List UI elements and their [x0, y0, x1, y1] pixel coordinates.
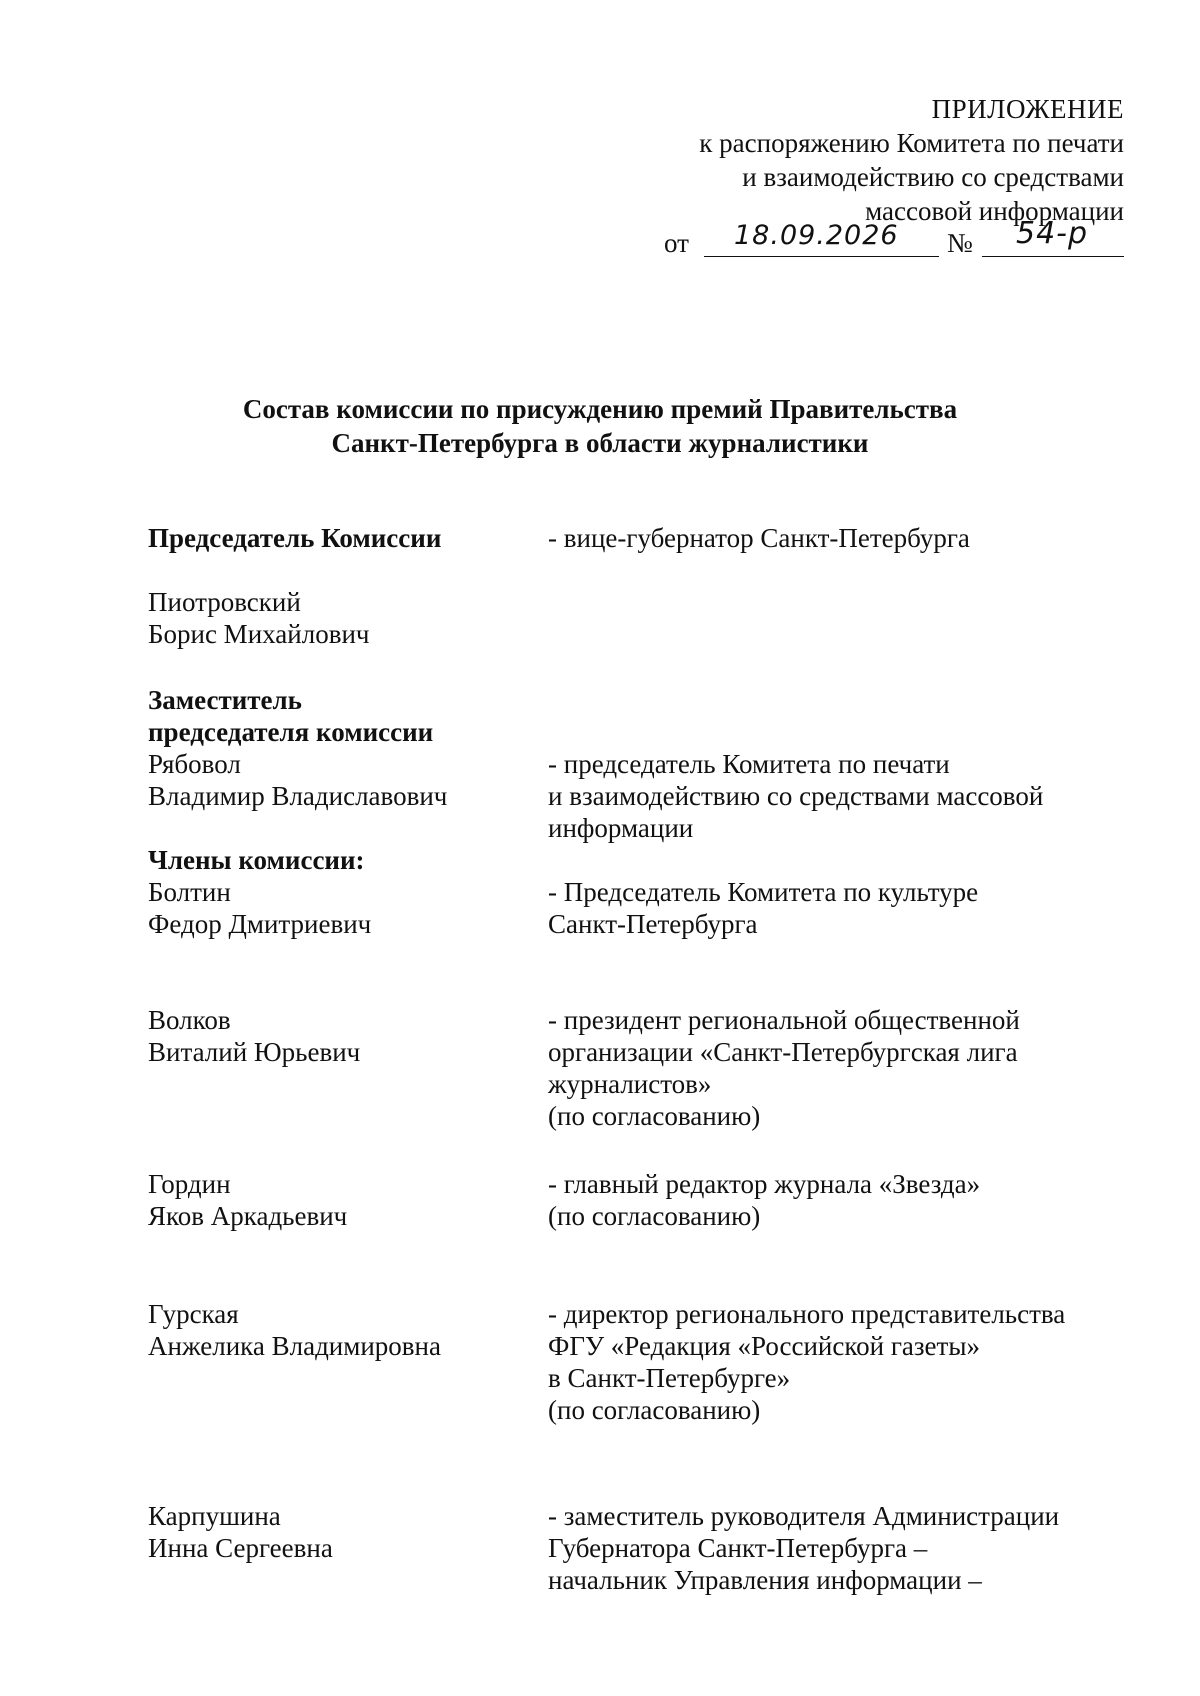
chair-name: Борис Михайлович [148, 619, 370, 649]
from-label: от [664, 228, 689, 258]
deputy-position-line: - председатель Комитета по печати [548, 749, 950, 779]
member-position-line: - заместитель руководителя Администрации [548, 1501, 1060, 1531]
handwritten-date: 18.09.2026 [734, 220, 899, 251]
deputy-name: Владимир Владиславович [148, 781, 448, 811]
number-underline [982, 256, 1124, 257]
member-position-line: организации «Санкт-Петербургская лига [548, 1037, 1018, 1067]
member-position-line: Губернатора Санкт-Петербурга – [548, 1533, 928, 1563]
member-position-line: (по согласованию) [548, 1101, 761, 1131]
member-name: Федор Дмитриевич [148, 909, 372, 939]
member-position-line: Санкт-Петербурга [548, 909, 758, 939]
chair-label: Председатель Комиссии [148, 523, 442, 553]
member-position-line: - президент региональной общественной [548, 1005, 1020, 1035]
member-position-line: ФГУ «Редакция «Российской газеты» [548, 1331, 980, 1361]
order-date-number-line [664, 216, 1124, 260]
member-surname: Гурская [148, 1299, 239, 1329]
member-name: Инна Сергеевна [148, 1533, 333, 1563]
member-position-line: - Председатель Комитета по культуре [548, 877, 979, 907]
member-position-line: (по согласованию) [548, 1395, 761, 1425]
member-surname: Карпушина [148, 1501, 281, 1531]
member-name: Анжелика Владимировна [148, 1331, 441, 1361]
member-position-line: - директор регионального представительства [548, 1299, 1066, 1329]
member-name: Яков Аркадьевич [148, 1201, 348, 1231]
member-surname: Волков [148, 1005, 231, 1035]
deputy-position-line: и взаимодействию со средствами массовой [548, 781, 1044, 811]
date-underline [704, 256, 939, 257]
deputy-label: Заместитель [148, 685, 302, 715]
document-heading [0, 392, 1200, 460]
member-name: Виталий Юрьевич [148, 1037, 361, 1067]
member-position-line: - главный редактор журнала «Звезда» [548, 1169, 981, 1199]
appendix-title: ПРИЛОЖЕНИЕ [931, 94, 1124, 124]
member-surname: Гордин [148, 1169, 231, 1199]
deputy-label: председателя комиссии [148, 717, 434, 747]
appendix-line: и взаимодействию со средствами [742, 162, 1124, 192]
chair-surname: Пиотровский [148, 587, 301, 617]
heading-line: Санкт-Петербурга в области журналистики [331, 428, 869, 458]
deputy-surname: Рябовол [148, 749, 241, 779]
member-position-line: (по согласованию) [548, 1201, 761, 1231]
member-surname: Болтин [148, 877, 231, 907]
member-position-line: в Санкт-Петербурге» [548, 1363, 791, 1393]
chair-position: - вице-губернатор Санкт-Петербурга [548, 523, 970, 553]
appendix-line: к распоряжению Комитета по печати [699, 128, 1124, 158]
appendix-header [604, 92, 1124, 228]
appendix-line: массовой информации [865, 196, 1124, 226]
heading-line: Состав комиссии по присуждению премий Правительства [242, 394, 958, 424]
member-position-line: журналистов» [548, 1069, 712, 1099]
handwritten-number: 54-р [1016, 216, 1089, 251]
number-label: № [947, 228, 973, 258]
members-label: Члены комиссии: [148, 845, 365, 875]
member-position-line: начальник Управления информации – [548, 1565, 982, 1595]
deputy-position-line: информации [548, 813, 694, 843]
